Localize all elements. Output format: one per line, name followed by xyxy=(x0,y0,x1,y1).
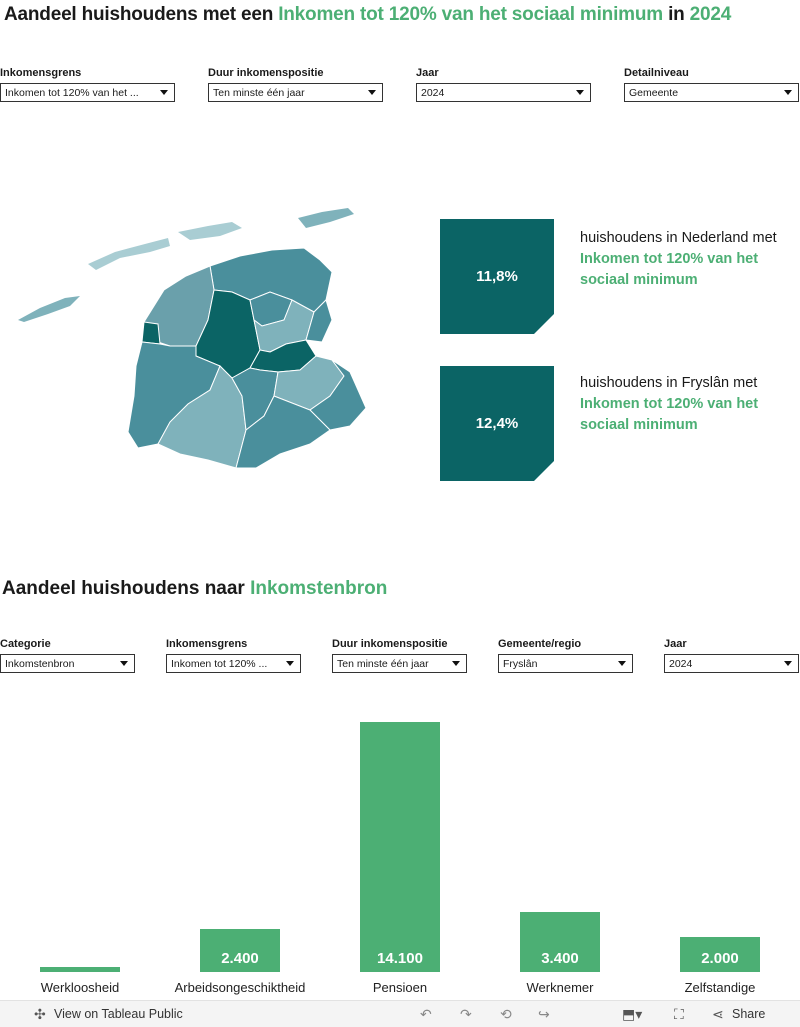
title-year: 2024 xyxy=(689,4,732,25)
dropdown-value: Fryslân xyxy=(503,658,538,670)
kpi-fryslan xyxy=(440,366,554,481)
dropdown-value: Ten minste één jaar xyxy=(213,87,305,99)
bar-value-label: 14.100 xyxy=(377,950,423,967)
forward-icon[interactable]: ↪ xyxy=(538,1006,550,1022)
caret-down-icon xyxy=(160,90,168,95)
caret-down-icon xyxy=(120,661,128,666)
dropdown-value: Inkomen tot 120% ... xyxy=(171,658,268,670)
filter-inkomensgrens xyxy=(0,67,175,102)
dropdown-value: 2024 xyxy=(421,87,445,99)
caret-down-icon xyxy=(618,661,626,666)
bar-werkloosheid[interactable] xyxy=(40,967,120,972)
kpi-caption-line2: Inkomen tot 120% van het xyxy=(580,396,759,412)
title-in: in xyxy=(668,4,690,25)
section-title-accent: Inkomstenbron xyxy=(250,578,388,599)
filter-label: Detailniveau xyxy=(624,67,689,79)
bar-value-label: 3.400 xyxy=(541,950,579,967)
folded-corner xyxy=(534,314,554,334)
kpi-fryslan-caption xyxy=(580,373,758,436)
gemeente-regio-dropdown[interactable] xyxy=(498,654,633,673)
filter-label: Duur inkomenspositie xyxy=(332,638,448,650)
bar-pensioen[interactable] xyxy=(360,722,440,972)
filter-label: Inkomensgrens xyxy=(0,67,82,79)
category-label: Pensioen xyxy=(372,980,428,995)
revert-icon[interactable]: ⟲ xyxy=(500,1006,512,1022)
filter-categorie xyxy=(0,638,135,673)
inkomensgrens-dropdown-2[interactable] xyxy=(166,654,301,673)
kpi-caption-line2: Inkomen tot 120% van het xyxy=(580,251,759,267)
tableau-logo-icon: ✣ xyxy=(34,1006,46,1022)
category-label: Arbeidsongeschiktheid xyxy=(174,980,306,995)
island-terschelling[interactable] xyxy=(88,238,170,270)
caret-down-icon xyxy=(784,661,792,666)
inkomstenbron-bar-chart xyxy=(0,700,800,1000)
share-button[interactable]: Share xyxy=(732,1007,766,1021)
jaar-dropdown[interactable] xyxy=(416,83,591,102)
filter-duur xyxy=(208,67,383,102)
dropdown-value: 2024 xyxy=(669,658,693,670)
fryslan-map[interactable] xyxy=(10,200,370,480)
bar-value-label: 2.400 xyxy=(221,950,259,967)
jaar-dropdown-2[interactable] xyxy=(664,654,799,673)
dropdown-value: Inkomstenbron xyxy=(5,658,75,670)
section-title xyxy=(2,578,387,600)
caret-down-icon xyxy=(286,661,294,666)
duur-dropdown[interactable] xyxy=(208,83,383,102)
share-icon[interactable]: ⋖ xyxy=(712,1006,724,1022)
filter-label: Duur inkomenspositie xyxy=(208,67,324,79)
inkomensgrens-dropdown[interactable] xyxy=(0,83,175,102)
island-schiermonnikoog[interactable] xyxy=(298,208,354,228)
kpi-nederland xyxy=(440,219,554,334)
fullscreen-icon[interactable]: ⛶ xyxy=(674,1006,684,1022)
folded-corner xyxy=(534,461,554,481)
categorie-dropdown[interactable] xyxy=(0,654,135,673)
dropdown-value: Gemeente xyxy=(629,87,679,99)
section-title-prefix: Aandeel huishoudens naar xyxy=(2,578,251,599)
filter-label: Categorie xyxy=(0,638,51,650)
category-label: Werkloosheid xyxy=(40,980,120,995)
filter-detailniveau xyxy=(624,67,799,102)
caret-down-icon xyxy=(784,90,792,95)
filter-jaar-2 xyxy=(664,638,799,673)
duur-dropdown-2[interactable] xyxy=(332,654,467,673)
island-ameland[interactable] xyxy=(178,222,242,240)
filter-duur-2 xyxy=(332,638,467,673)
kpi-caption-line3: sociaal minimum xyxy=(580,272,698,288)
title-accent: Inkomen tot 120% van het sociaal minimum xyxy=(278,4,663,25)
filter-gemeente-regio xyxy=(498,638,633,673)
kpi-value: 12,4% xyxy=(475,415,519,432)
tableau-toolbar xyxy=(0,1000,800,1027)
category-label: Werknemer xyxy=(526,980,594,995)
title-prefix: Aandeel huishoudens met een xyxy=(4,4,279,25)
kpi-value: 11,8% xyxy=(476,268,518,285)
dropdown-value: Ten minste één jaar xyxy=(337,658,429,670)
kpi-caption-line1: huishoudens in Fryslân met xyxy=(580,375,758,391)
redo-icon[interactable]: ↷ xyxy=(460,1006,472,1022)
caret-down-icon xyxy=(576,90,584,95)
kpi-caption-line3: sociaal minimum xyxy=(580,417,698,433)
region-harlingen[interactable] xyxy=(142,322,160,344)
filter-inkomensgrens-2 xyxy=(166,638,301,673)
filter-label: Jaar xyxy=(416,67,439,79)
download-icon[interactable]: ⬒▾ xyxy=(622,1006,643,1022)
dropdown-value: Inkomen tot 120% van het ... xyxy=(5,87,139,99)
undo-icon[interactable]: ↶ xyxy=(420,1006,432,1022)
page-title xyxy=(4,4,731,26)
caret-down-icon xyxy=(452,661,460,666)
filter-label: Inkomensgrens xyxy=(166,638,248,650)
view-on-tableau-link[interactable]: View on Tableau Public xyxy=(54,1007,183,1021)
detailniveau-dropdown[interactable] xyxy=(624,83,799,102)
caret-down-icon xyxy=(368,90,376,95)
kpi-caption-line1: huishoudens in Nederland met xyxy=(580,230,777,246)
category-label: Zelfstandige xyxy=(684,980,756,995)
filter-label: Jaar xyxy=(664,638,687,650)
island-vlieland[interactable] xyxy=(18,296,80,322)
bar-value-label: 2.000 xyxy=(701,950,739,967)
filter-jaar xyxy=(416,67,591,102)
filter-label: Gemeente/regio xyxy=(498,638,582,650)
kpi-nederland-caption xyxy=(580,228,777,291)
